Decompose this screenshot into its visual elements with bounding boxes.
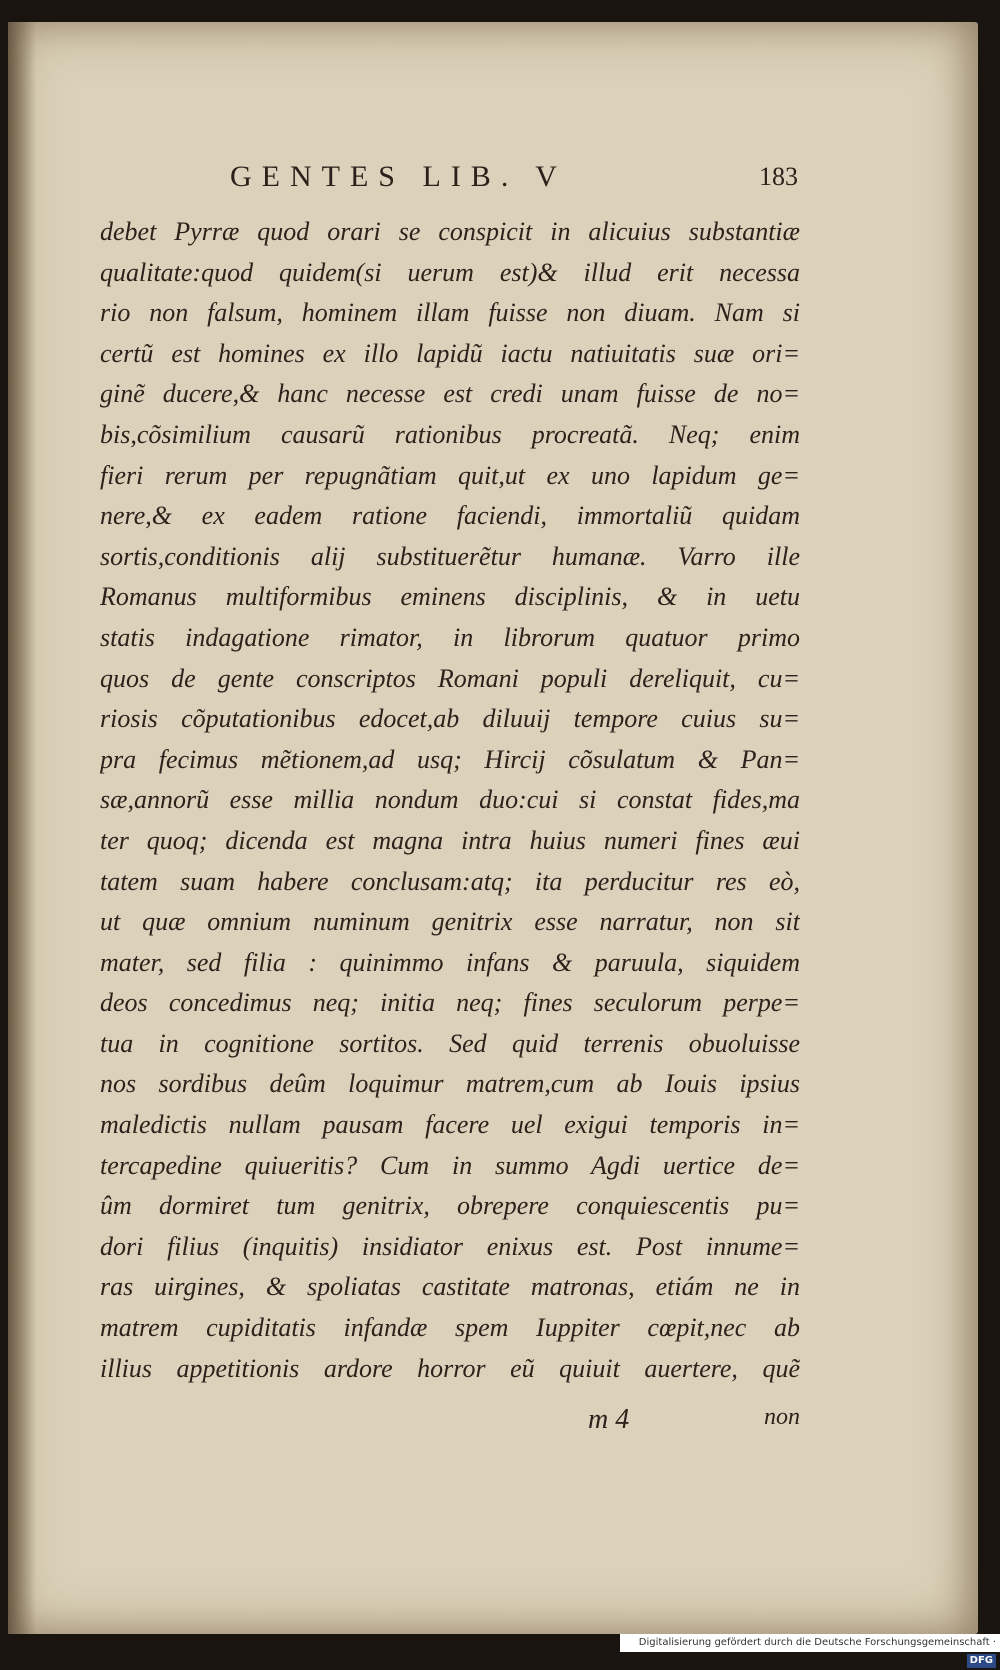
- text-line: Romanus multiformibus eminens disciplinis, & in uetu: [100, 582, 800, 612]
- text-line: ras uirgines, & spoliatas castitate matronas, etiám ne in: [100, 1272, 800, 1302]
- text-line: certũ est homines ex illo lapidũ iactu natiuitatis suæ ori=: [100, 338, 800, 368]
- text-line: nos sordibus deûm loquimur matrem,cum ab Iouis ipsius: [100, 1069, 800, 1099]
- book-page: [8, 22, 978, 1634]
- catchword: non: [764, 1404, 800, 1430]
- text-line: qualitate:quod quidem(si uerum est)& illud erit necessa: [100, 257, 800, 287]
- page-footer: [100, 1404, 800, 1444]
- credit-text: Digitalisierung gefördert durch die Deutsche Forschungsgemeinschaft ·: [638, 1637, 996, 1648]
- dfg-logo: DFG: [967, 1654, 996, 1668]
- text-line: sæ,annorũ esse millia nondum duo:cui si constat fides,ma: [100, 785, 800, 815]
- text-line: riosis cõputationibus edocet,ab diluuij tempore cuius su=: [100, 704, 800, 734]
- text-line: sortis,conditionis alij substituerẽtur humanæ. Varro ille: [100, 541, 800, 571]
- text-line: illius appetitionis ardore horror eũ quiuit auertere, quẽ: [100, 1353, 800, 1383]
- body-text: [100, 212, 800, 1389]
- text-line: ter quoq; dicenda est magna intra huius numeri fines æui: [100, 825, 800, 855]
- digitization-credit: [620, 1634, 1000, 1666]
- page-gutter-shadow: [8, 22, 36, 1634]
- running-title: GENTES LIB. V: [230, 160, 567, 193]
- text-line: pra fecimus mẽtionem,ad usq; Hircij cõsulatum & Pan=: [100, 744, 800, 774]
- text-line: ut quæ omnium numinum genitrix esse narratur, non sit: [100, 907, 800, 937]
- text-line: ûm dormiret tum genitrix, obrepere conquiescentis pu=: [100, 1191, 800, 1221]
- signature-mark: m 4: [588, 1404, 630, 1435]
- page-number: 183: [759, 162, 798, 191]
- text-line: bis,cõsimilium causarũ rationibus procreatã. Neq; enim: [100, 419, 800, 449]
- text-line: maledictis nullam pausam facere uel exigui temporis in=: [100, 1110, 800, 1140]
- text-line: debet Pyrræ quod orari se conspicit in alicuius substantiæ: [100, 217, 800, 246]
- text-line: rio non falsum, hominem illam fuisse non diuam. Nam si: [100, 298, 800, 328]
- text-line: deos concedimus neq; initia neq; fines seculorum perpe=: [100, 988, 800, 1018]
- text-line: tua in cognitione sortitos. Sed quid terrenis obuoluisse: [100, 1028, 800, 1058]
- text-line: statis indagatione rimator, in librorum quatuor primo: [100, 622, 800, 652]
- text-line: nere,& ex eadem ratione faciendi, immortaliũ quidam: [100, 501, 800, 531]
- text-line: matrem cupiditatis infandæ spem Iuppiter cœpit,nec ab: [100, 1313, 800, 1343]
- text-line: ginẽ ducere,& hanc necesse est credi unam fuisse de no=: [100, 379, 800, 409]
- text-line: quos de gente conscriptos Romani populi dereliquit, cu=: [100, 663, 800, 693]
- text-line: mater, sed filia : quinimmo infans & paruula, siquidem: [100, 947, 800, 977]
- text-line: fieri rerum per repugnãtiam quit,ut ex uno lapidum ge=: [100, 460, 800, 490]
- page-header: [230, 160, 798, 200]
- text-line: tatem suam habere conclusam:atq; ita perducitur res eò,: [100, 866, 800, 896]
- text-line: tercapedine quiueritis? Cum in summo Agdi uertice de=: [100, 1150, 800, 1180]
- text-line: dori filius (inquitis) insidiator enixus est. Post innume=: [100, 1231, 800, 1261]
